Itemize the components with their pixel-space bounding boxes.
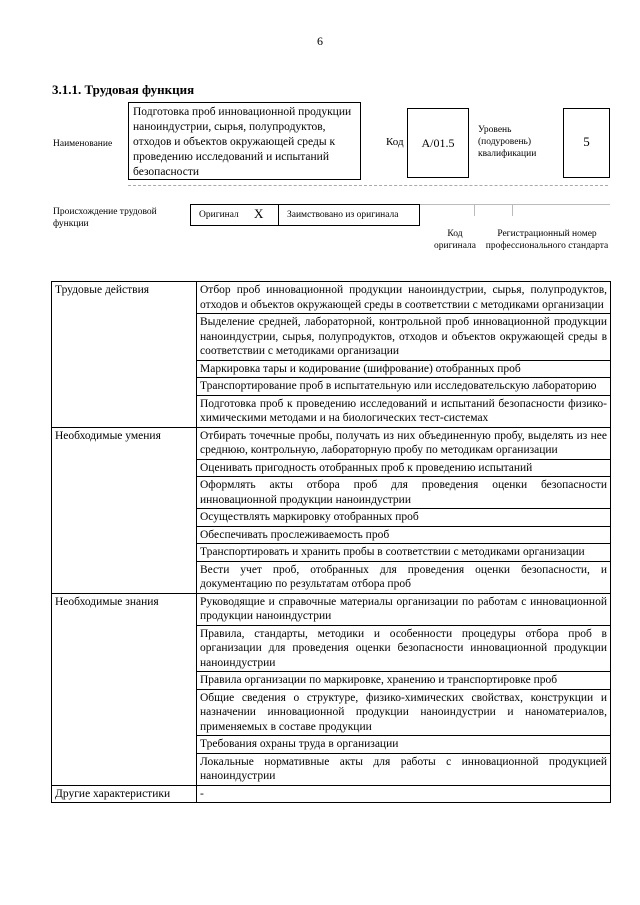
item-cell: Отбирать точечные пробы, получать из них объединенную пробу, выделять из нее среднюю, контрольную, лабораторную пробу по методикам организации	[197, 427, 611, 459]
item-cell: Маркировка тары и кодирование (шифрование) отобранных проб	[197, 360, 611, 378]
page-number: 6	[317, 34, 323, 48]
origin-code-tick	[474, 204, 475, 216]
item-cell: Отбор проб инновационной продукции наноиндустрии, сырья, полупродуктов, отходов и объектов окружающей среды в соответствии с методиками организации	[197, 282, 611, 314]
origin-separator	[278, 204, 279, 226]
item-cell: Осуществлять маркировку отобранных проб	[197, 509, 611, 527]
category-cell: Другие характеристики	[52, 785, 197, 803]
function-details-table	[51, 281, 611, 803]
item-cell: Выделение средней, лабораторной, контрольной проб инновационной продукции наноиндустрии, сырья, полупродуктов, отходов и объектов окружающей среды в соответствии с методиками организации	[197, 314, 611, 361]
item-cell: Правила организации по маркировке, хранению и транспортировке проб	[197, 672, 611, 690]
code-original-label: Код оригинала	[434, 229, 476, 251]
item-cell: Транспортировать и хранить пробы в соответствии с методиками организации	[197, 544, 611, 562]
origin-reg-tick	[512, 204, 513, 216]
item-cell: Обеспечивать прослеживаемость проб	[197, 526, 611, 544]
borrowed-label: Заимствовано из оригинала	[287, 210, 399, 220]
item-cell: Оценивать пригодность отобранных проб к проведению испытаний	[197, 459, 611, 477]
table-row	[52, 282, 611, 314]
section-title: 3.1.1. Трудовая функция	[52, 82, 195, 97]
category-cell: Трудовые действия	[52, 282, 197, 428]
item-cell: Оформлять акты отбора проб для проведения оценки безопасности инновационной продукции наноиндустрии	[197, 477, 611, 509]
item-cell: Руководящие и справочные материалы организации по работам с инновационной продукции наноиндустрии	[197, 593, 611, 625]
reg-number-label: Регистрационный номер профессионального стандарта	[485, 229, 609, 251]
function-name-box: Подготовка проб инновационной продукции наноиндустрии, сырья, полупродуктов, отходов и объектов окружающей среды к проведению исследований и испытаний безопасности	[128, 102, 361, 180]
origin-code-line	[420, 204, 610, 205]
code-label: Код	[386, 136, 404, 148]
item-cell: Общие сведения о структуре, физико-химических свойствах, конструкции и назначении инновационной продукции наноиндустрии и наноматериалов, применяемых в составе продукции	[197, 689, 611, 736]
level-value-box: 5	[563, 108, 610, 178]
item-cell: Подготовка проб к проведению исследований и испытаний безопасности физико-химическими методами и на биологических тест-системах	[197, 395, 611, 427]
function-code-box: A/01.5	[407, 108, 469, 178]
original-label: Оригинал	[199, 210, 239, 220]
item-cell: Локальные нормативные акты для работы с инновационной продукцией наноиндустрии	[197, 753, 611, 785]
name-label: Наименование	[53, 139, 113, 149]
table-row	[52, 593, 611, 625]
divider	[128, 185, 608, 186]
original-mark: X	[254, 206, 264, 221]
table-row	[52, 785, 611, 803]
category-cell: Необходимые знания	[52, 593, 197, 785]
item-cell: Правила, стандарты, методики и особенности процедуры отбора проб в организации для проведения оценки безопасности инновационной продукции наноиндустрии	[197, 625, 611, 672]
table-row	[52, 427, 611, 459]
origin-label: Происхождение трудовой функции	[53, 207, 157, 229]
category-cell: Необходимые умения	[52, 427, 197, 593]
item-cell: -	[197, 785, 611, 803]
item-cell: Требования охраны труда в организации	[197, 736, 611, 754]
item-cell: Транспортирование проб в испытательную или исследовательскую лабораторию	[197, 378, 611, 396]
level-label: Уровень (подуровень) квалификации	[478, 125, 537, 159]
item-cell: Вести учет проб, отобранных для проведения оценки безопасности, и документацию по результатам отбора проб	[197, 561, 611, 593]
